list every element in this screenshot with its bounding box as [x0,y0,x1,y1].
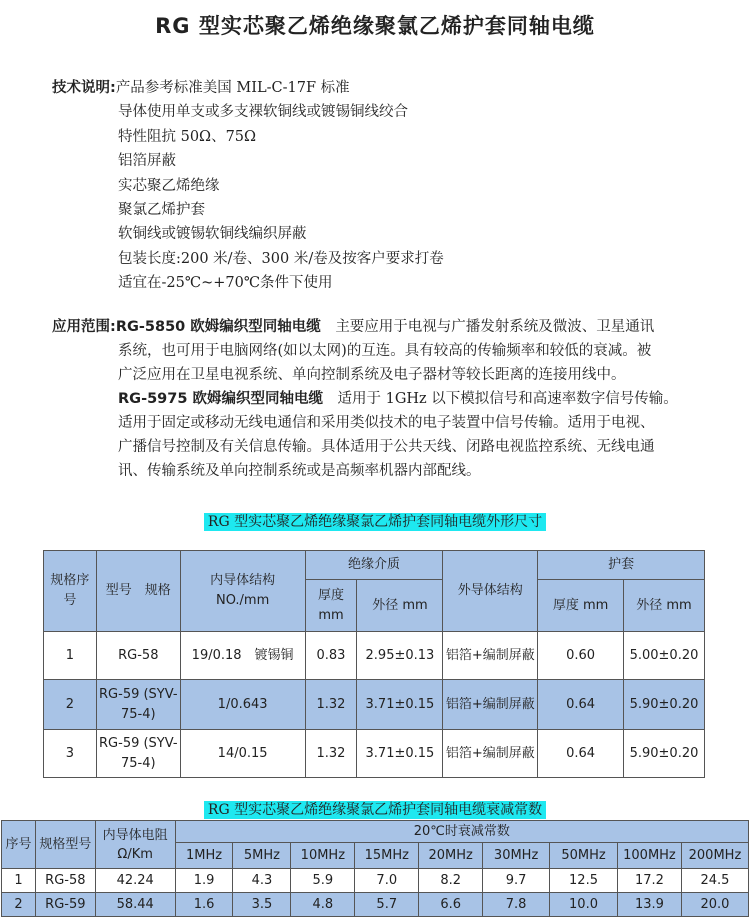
cell: 7.0 [355,869,419,893]
app-text: 适用于 1GHz 以下模拟信号和高速率数字信号传输。 [337,391,678,407]
cell: 5.90±0.20 [623,730,704,778]
freq-header: 200MHz [681,843,748,869]
spec-line: 聚氯乙烯护套 [118,202,205,219]
rg58-heading: RG-5850 欧姆编织型同轴电缆 [115,319,321,335]
spec-line: 软铜线或镀锡软铜线编织屏蔽 [118,226,307,243]
attenuation-table [1,820,749,917]
spec-text: 产品参考标准美国 MIL-C-17F 标准 [115,80,350,96]
header-od: 外径 mm [357,580,443,632]
freq-header: 15MHz [355,843,419,869]
table-row [44,730,705,778]
header-sheath-thickness: 厚度 mm [538,580,624,632]
freq-header: 50MHz [550,843,618,869]
freq-header: 100MHz [617,843,681,869]
cell: 19/0.18 镀锡铜 [180,632,305,680]
cell: 3.71±0.15 [357,730,443,778]
cell: 12.5 [550,869,618,893]
cell: RG-58 [35,869,95,893]
header-inner: 内导体结构 NO./mm [180,551,305,632]
dimensions-table [43,550,705,778]
table1-caption [0,511,750,531]
cell: 1.32 [305,680,357,730]
application-scope [52,315,692,483]
caption-text: RG 型实芯聚乙烯绝缘聚氯乙烯护套同轴电缆外形尺寸 [204,513,546,531]
cell: 13.9 [617,893,681,917]
app-label: 应用范围: [52,319,116,335]
cell: RG-58 [96,632,180,680]
table-row [2,869,749,893]
app-text: 主要应用于电视与广播发射系统及微波、卫星通讯 [335,319,655,335]
header-sheath-od: 外径 mm [623,580,704,632]
cell: 42.24 [95,869,175,893]
app-line: 广泛应用在卫星电视系统、单向控制系统及电子器材等较长距离的连接用线中。 [118,367,626,383]
cell: 20.0 [681,893,748,917]
table-row [44,632,705,680]
cell: 3.71±0.15 [357,680,443,730]
app-line: 讯、传输系统及单向控制系统或是高频率机器内部配线。 [118,463,481,479]
cell: 5.00±0.20 [623,632,704,680]
spec-line: 特性阻抗 50Ω、75Ω [118,128,257,145]
tech-label: 技术说明: [52,80,116,96]
cell: 0.64 [538,730,624,778]
cell: 17.2 [617,869,681,893]
header-model: 规格型号 [35,821,95,869]
cell: 铝箔+编制屏蔽 [443,632,538,680]
tech-specs [52,76,444,296]
cell: 58.44 [95,893,175,917]
freq-header: 30MHz [483,843,550,869]
spec-line [52,76,444,100]
cell: 2 [44,680,97,730]
cell: 铝箔+编制屏蔽 [443,680,538,730]
cell: 5.7 [355,893,419,917]
app-line [52,315,692,339]
freq-header: 10MHz [291,843,355,869]
cell: 14/0.15 [180,730,305,778]
cell: 24.5 [681,869,748,893]
table-row [44,680,705,730]
rg59-heading: RG-5975 欧姆编织型同轴电缆 [118,391,323,407]
cell: 9.7 [483,869,550,893]
cell: RG-59 [35,893,95,917]
cell: 1.9 [175,869,233,893]
cell: RG-59 (SYV-75-4) [96,680,180,730]
header-seq: 序号 [2,821,36,869]
app-line: 广播信号控制及有关信息传输。具体适用于公共天线、闭路电视监控系统、无线电通 [118,439,655,455]
cell: 0.60 [538,632,624,680]
cell: 3.5 [233,893,291,917]
cell: 1 [44,632,97,680]
app-line: 系统，也可用于电脑网络(如以太网)的互连。具有较高的传输频率和较低的衰减。被 [118,343,652,359]
spec-line: 导体使用单支或多支裸软铜线或镀锡铜线绞合 [118,104,408,121]
cell: 6.6 [419,893,483,917]
cell: 2 [2,893,36,917]
cell: 8.2 [419,869,483,893]
header-insulation: 绝缘介质 [305,551,443,580]
cell: 0.83 [305,632,357,680]
cell: 5.9 [291,869,355,893]
spec-line: 铝箔屏蔽 [118,153,176,170]
cell: 1/0.643 [180,680,305,730]
cell: 7.8 [483,893,550,917]
caption-text: RG 型实芯聚乙烯绝缘聚氯乙烯护套同轴电缆衰减常数 [204,801,546,819]
header-thickness: 厚度 mm [305,580,357,632]
cell: 1.32 [305,730,357,778]
cell: 4.3 [233,869,291,893]
freq-header: 5MHz [233,843,291,869]
table2-caption [0,799,750,819]
header-model: 型号 规格 [96,551,180,632]
header-outer: 外导体结构 [443,551,538,632]
spec-line: 实芯聚乙烯绝缘 [118,177,220,194]
app-line [52,387,692,411]
header-seq: 规格序号 [44,551,97,632]
table-row [2,893,749,917]
header-attenuation: 20℃时衰减常数 [175,821,748,843]
cell: 10.0 [550,893,618,917]
freq-header: 20MHz [419,843,483,869]
cell: 铝箔+编制屏蔽 [443,730,538,778]
cell: 2.95±0.13 [357,632,443,680]
header-resistance: 内导体电阻Ω/Km [95,821,175,869]
page-title: RG 型实芯聚乙烯绝缘聚氯乙烯护套同轴电缆 [155,14,595,38]
cell: 1.6 [175,893,233,917]
spec-line: 包装长度:200 米/卷、300 米/卷及按客户要求打卷 [118,250,444,267]
cell: 0.64 [538,680,624,730]
cell: 4.8 [291,893,355,917]
cell: 3 [44,730,97,778]
cell: 1 [2,869,36,893]
freq-header: 1MHz [175,843,233,869]
header-sheath: 护套 [538,551,705,580]
cell: RG-59 (SYV-75-4) [96,730,180,778]
app-line: 适用于固定或移动无线电通信和采用类似技术的电子装置中信号传输。适用于电视、 [118,415,655,431]
spec-line: 适宜在-25℃~+70℃条件下使用 [118,275,333,292]
cell: 5.90±0.20 [623,680,704,730]
